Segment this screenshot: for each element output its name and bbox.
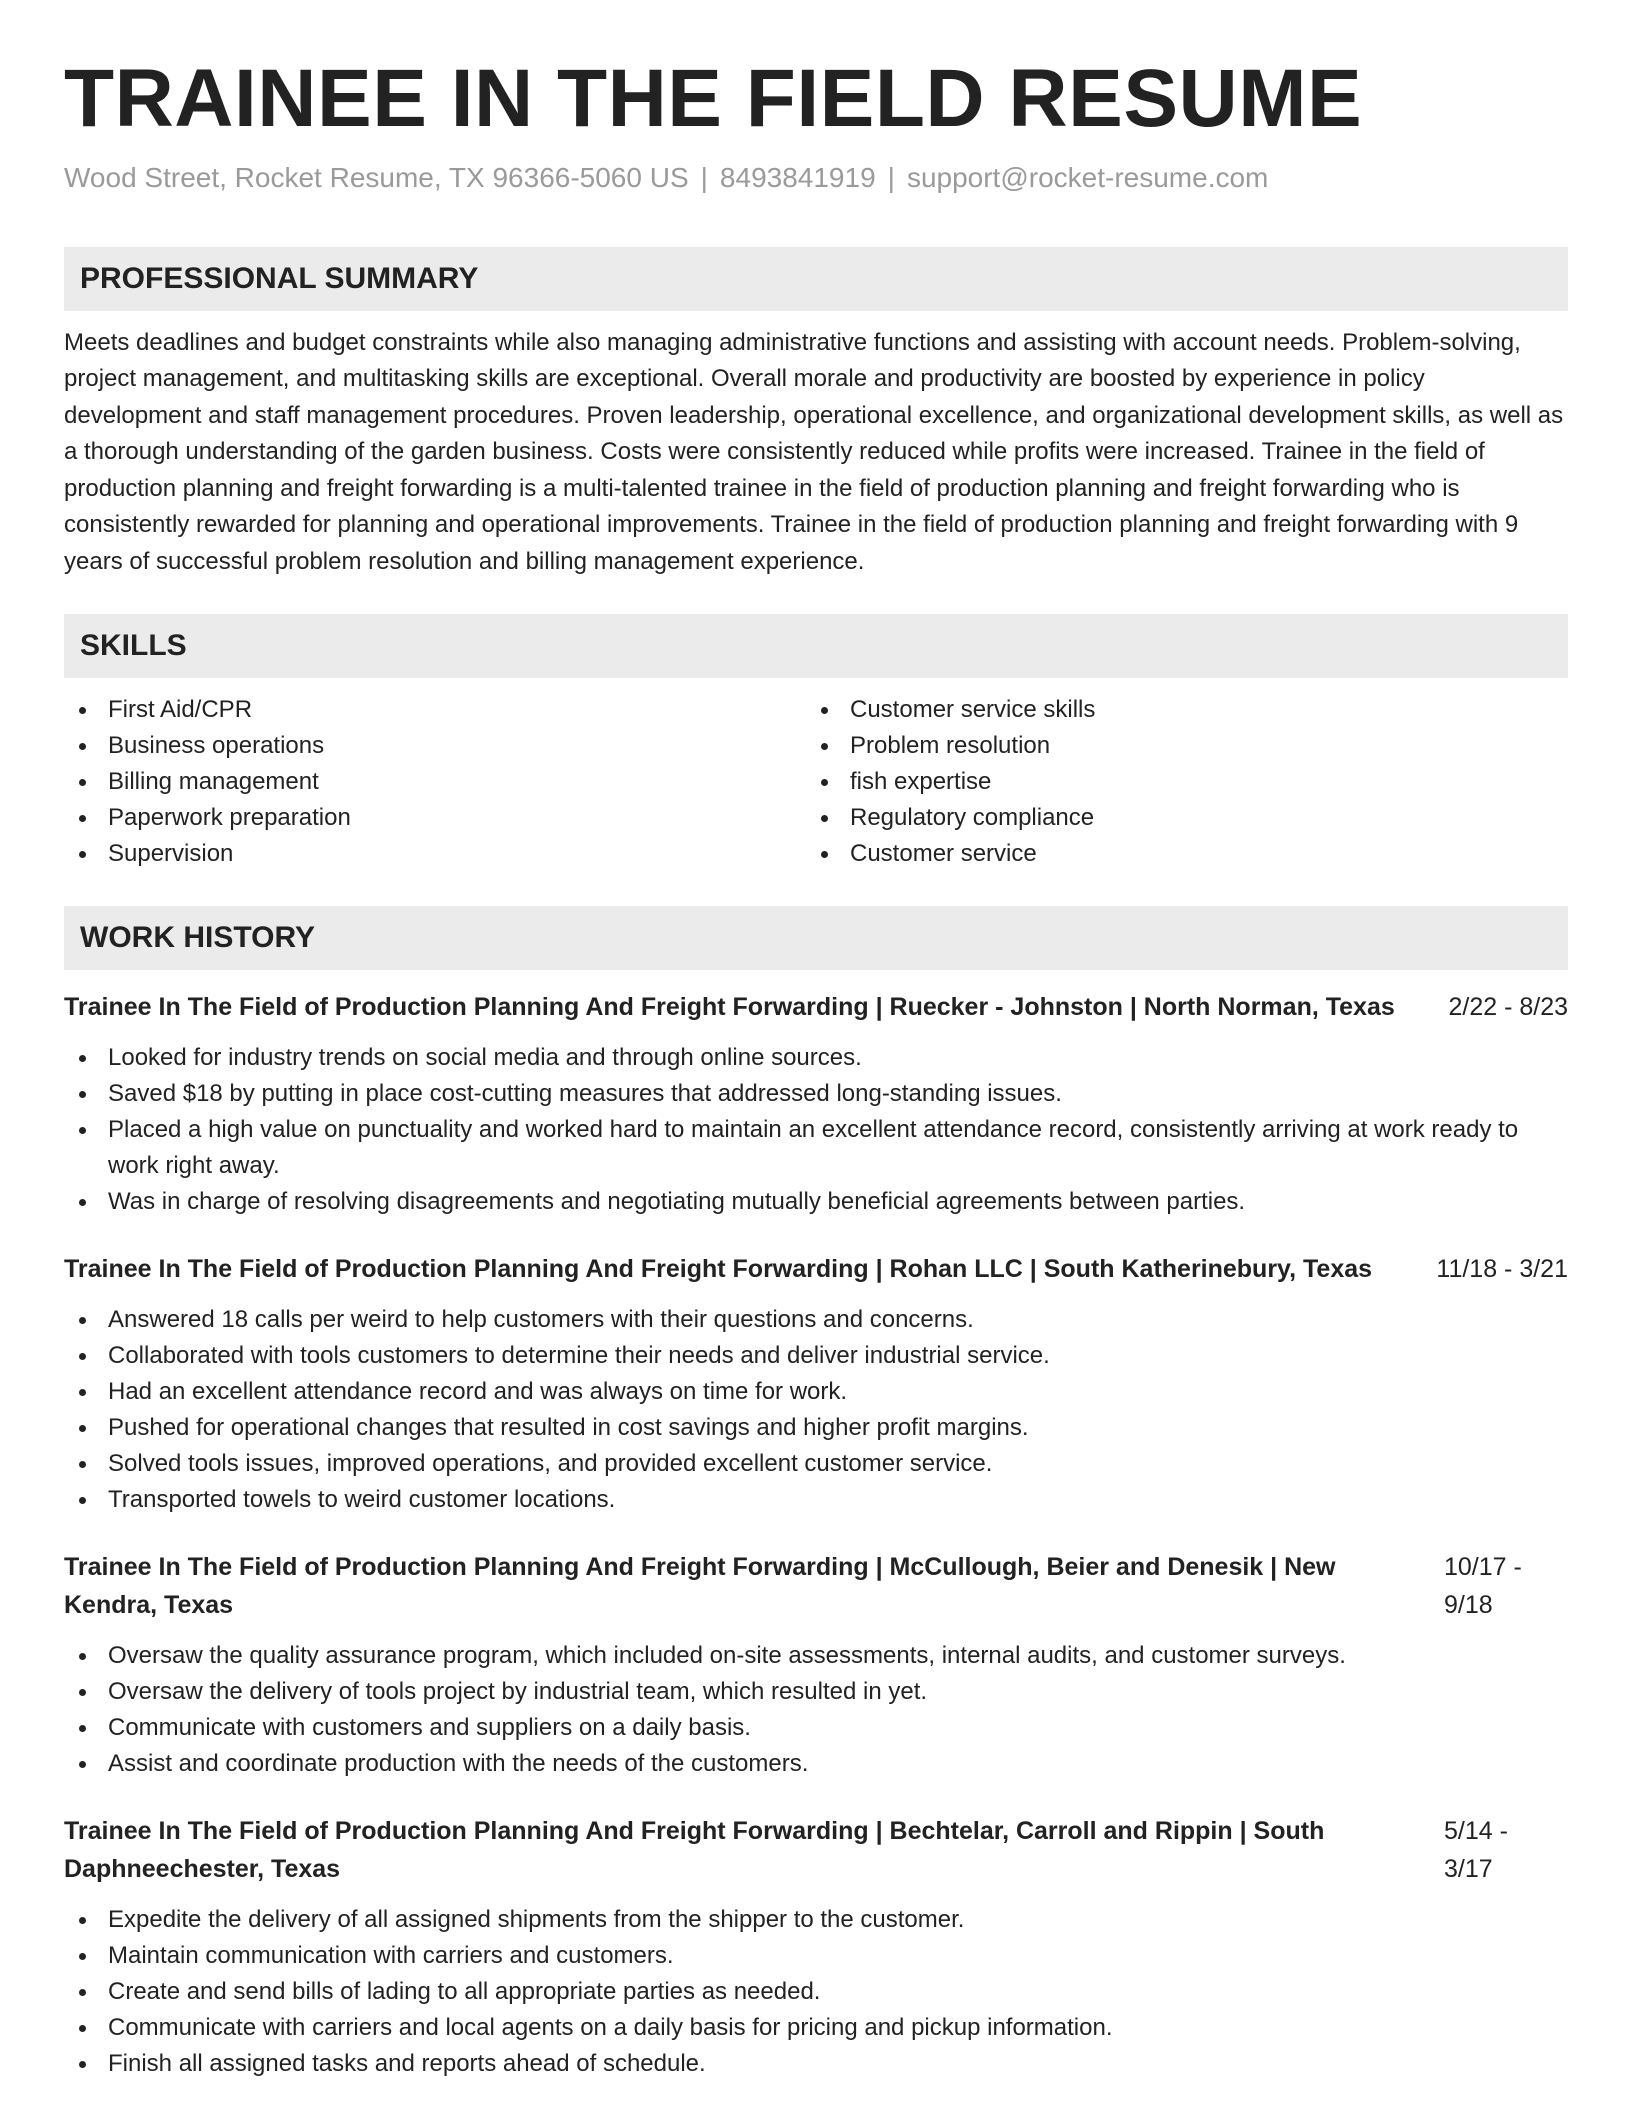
- job-bullet: Maintain communication with carriers and customers.: [64, 1938, 1568, 1974]
- job-bullet: Collaborated with tools customers to determine their needs and deliver industrial service.: [64, 1338, 1568, 1374]
- address: Wood Street, Rocket Resume, TX 96366-5060 US: [64, 162, 689, 194]
- job-entry: [64, 1812, 1568, 2082]
- skills-right-column: [806, 692, 1548, 872]
- job-bullet: Solved tools issues, improved operations, and provided excellent customer service.: [64, 1446, 1568, 1482]
- resume-name: TRAINEE IN THE FIELD RESUME: [64, 53, 1363, 144]
- job-bullet: Transported towels to weird customer locations.: [64, 1482, 1568, 1518]
- job-dates: 2/22 - 8/23: [1448, 993, 1568, 1022]
- job-bullet: Saved $18 by putting in place cost-cutting measures that addressed long-standing issues.: [64, 1076, 1568, 1112]
- job-header: [64, 1250, 1568, 1288]
- skills-heading: SKILLS: [64, 614, 1568, 678]
- job-bullet: Oversaw the delivery of tools project by industrial team, which resulted in yet.: [64, 1674, 1568, 1710]
- contact-separator: |: [700, 162, 708, 194]
- skill-item: Customer service skills: [806, 692, 1548, 728]
- summary-text: Meets deadlines and budget constraints while also managing administrative functions and assisting with account needs. Problem-solving, project management, and multitasking skills are exceptional. Overall morale and productivity are boosted by experience in policy development and staff management procedures. Proven leadership, operational excellence, and organizational development skills, as well as a thorough understanding of the garden business. Costs were consistently reduced while profits were increased. Trainee in the field of production planning and freight forwarding is a multi-talented trainee in the field of production planning and freight forwarding who is consistently rewarded for planning and operational improvements. Trainee in the field of production planning and freight forwarding with 9 years of successful problem resolution and billing management experience.: [64, 328, 1564, 575]
- job-title: Trainee In The Field of Production Planning And Freight Forwarding | Ruecker - Johnston | North Norman, Texas: [64, 993, 1395, 1022]
- job-dates: 5/14 - 3/17: [1444, 1817, 1508, 1884]
- job-header: [64, 1812, 1568, 1888]
- skills-left-column: [64, 692, 806, 872]
- job-bullet: Expedite the delivery of all assigned shipments from the shipper to the customer.: [64, 1902, 1568, 1938]
- job-entry: [64, 1548, 1568, 1782]
- job-bullets: [64, 1638, 1568, 1782]
- summary-heading: PROFESSIONAL SUMMARY: [64, 247, 1568, 311]
- job-title: Trainee In The Field of Production Planning And Freight Forwarding | Rohan LLC | South Katherinebury, Texas: [64, 1255, 1373, 1284]
- job-bullet: Answered 18 calls per weird to help customers with their questions and concerns.: [64, 1302, 1568, 1338]
- job-bullet: Pushed for operational changes that resulted in cost savings and higher profit margins.: [64, 1410, 1568, 1446]
- job-bullet: Finish all assigned tasks and reports ahead of schedule.: [64, 2046, 1568, 2082]
- job-bullets: [64, 1902, 1568, 2082]
- job-bullet: Assist and coordinate production with the needs of the customers.: [64, 1746, 1568, 1782]
- job-entry: [64, 1250, 1568, 1518]
- skill-item: Business operations: [64, 728, 806, 764]
- skills-columns: [64, 692, 1568, 872]
- job-dates: 10/17 - 9/18: [1444, 1553, 1522, 1620]
- skill-item: Paperwork preparation: [64, 800, 806, 836]
- job-bullet: Had an excellent attendance record and was always on time for work.: [64, 1374, 1568, 1410]
- job-bullet: Create and send bills of lading to all appropriate parties as needed.: [64, 1974, 1568, 2010]
- job-bullet: Placed a high value on punctuality and worked hard to maintain an excellent attendance record, consistently arriving at work ready to work right away.: [64, 1112, 1568, 1184]
- job-title: Trainee In The Field of Production Planning And Freight Forwarding | McCullough, Beier and Denesik | New Kendra, Texas: [64, 1553, 1336, 1620]
- job-bullet: Was in charge of resolving disagreements and negotiating mutually beneficial agreements between parties.: [64, 1184, 1568, 1220]
- skill-item: fish expertise: [806, 764, 1548, 800]
- job-dates: 11/18 - 3/21: [1436, 1255, 1568, 1284]
- job-header: [64, 988, 1568, 1026]
- skill-item: Billing management: [64, 764, 806, 800]
- job-entry: [64, 988, 1568, 1220]
- skill-item: Regulatory compliance: [806, 800, 1548, 836]
- contact-line: [64, 160, 1568, 196]
- job-bullets: [64, 1302, 1568, 1518]
- skill-item: First Aid/CPR: [64, 692, 806, 728]
- job-bullet: Looked for industry trends on social media and through online sources.: [64, 1040, 1568, 1076]
- job-bullets: [64, 1040, 1568, 1220]
- job-title: Trainee In The Field of Production Planning And Freight Forwarding | Bechtelar, Carroll and Rippin | South Daphneechester, Texas: [64, 1817, 1325, 1884]
- job-bullet: Communicate with customers and suppliers on a daily basis.: [64, 1710, 1568, 1746]
- contact-separator: |: [887, 162, 895, 194]
- skill-item: Customer service: [806, 836, 1548, 872]
- email: support@rocket-resume.com: [906, 162, 1269, 194]
- work-history-heading: WORK HISTORY: [64, 906, 1568, 970]
- job-bullet: Communicate with carriers and local agents on a daily basis for pricing and pickup information.: [64, 2010, 1568, 2046]
- job-bullet: Oversaw the quality assurance program, which included on-site assessments, internal audits, and customer surveys.: [64, 1638, 1568, 1674]
- phone: 8493841919: [719, 162, 876, 194]
- job-header: [64, 1548, 1568, 1624]
- skill-item: Supervision: [64, 836, 806, 872]
- skill-item: Problem resolution: [806, 728, 1548, 764]
